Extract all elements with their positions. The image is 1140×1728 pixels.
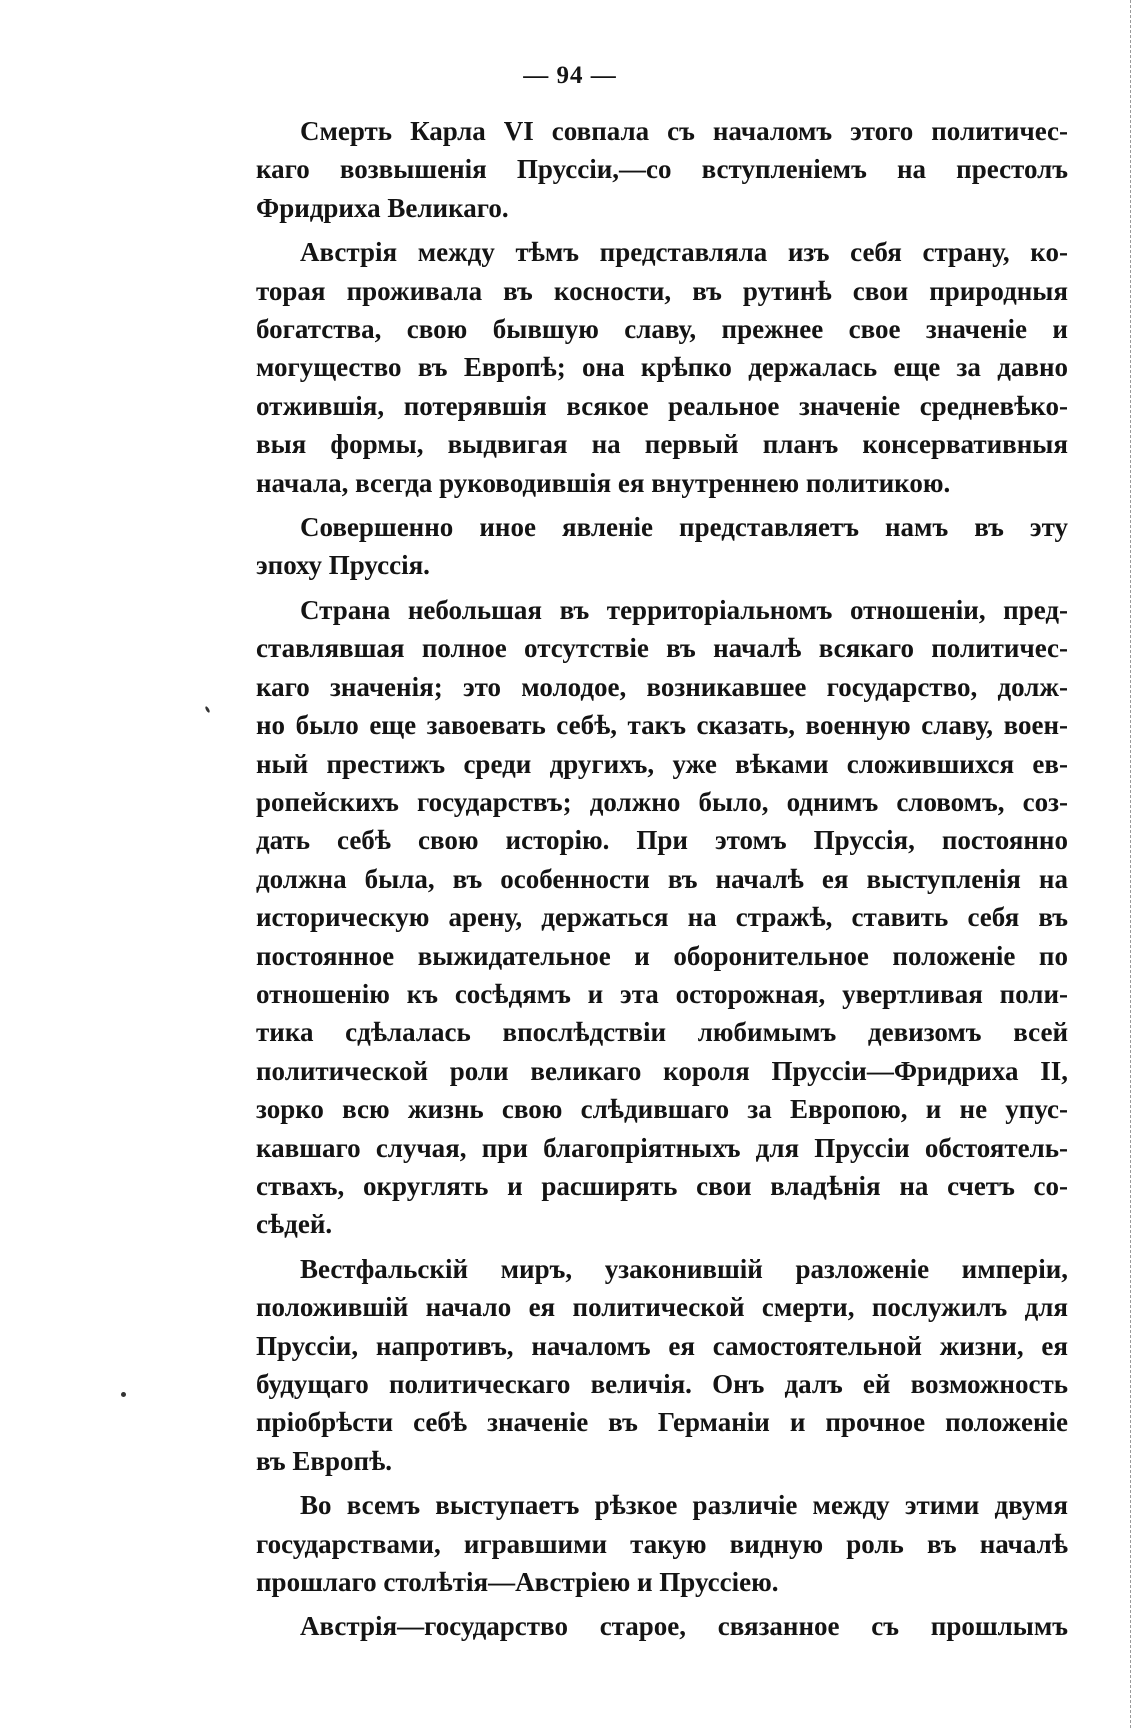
paragraph [256, 1486, 1068, 1601]
ink-speck [121, 1392, 126, 1397]
text-line: прошлаго столѣтія—Австріею и Пруссіею. [256, 1567, 779, 1598]
text-line: ный престижъ среди другихъ, уже вѣками сложившихся ев- [256, 748, 1068, 779]
text-line: ставлявшая полное отсутствіе въ началѣ всякаго политичес- [256, 633, 1068, 664]
text-line: сѣдей. [256, 1209, 333, 1240]
text-line: тика сдѣлалась впослѣдствіи любимымъ девизомъ всей [256, 1017, 1068, 1048]
paragraph [256, 233, 1068, 502]
text-line: будущаго политическаго величія. Онъ далъ ей возможность [256, 1369, 1068, 1399]
text-line: историческую арену, держаться на стражѣ, ставить себя въ [256, 902, 1068, 933]
text-line: Во всемъ выступаетъ рѣзкое различіе между этими двумя [300, 1490, 1068, 1521]
text-line: Страна небольшая въ территоріальномъ отношеніи, пред- [300, 594, 1068, 625]
text-line: отжившія, потерявшія всякое реальное значеніе средневѣко- [256, 390, 1068, 421]
text-line: въ Европѣ. [256, 1445, 393, 1476]
text-line: начала, всегда руководившія ея внутреннею политикою. [256, 467, 951, 498]
text-line: эпоху Пруссія. [256, 550, 430, 581]
text-line: могущество въ Европѣ; она крѣпко держалась еще за давно [256, 352, 1068, 383]
text-line: постоянное выжидательное и оборонительное положеніе по [256, 940, 1068, 971]
text-line: положившій начало ея политической смерти, послужилъ для [256, 1292, 1068, 1323]
text-line: политической роли великаго короля Пруссіи—Фридриха II, [256, 1055, 1068, 1086]
text-line: кавшаго случая, при благопріятныхъ для Пруссіи обстоятель- [256, 1132, 1068, 1163]
text-line: ствахъ, округлять и расширять свои владѣнія на счетъ со- [256, 1170, 1068, 1201]
paragraph [256, 508, 1068, 585]
paragraph [256, 1250, 1068, 1480]
text-line: зорко всю жизнь свою слѣдившаго за Европою, и не упус- [256, 1094, 1068, 1125]
text-line: выя формы, выдвигая на первый планъ консервативныя [256, 429, 1068, 460]
paragraph [256, 591, 1068, 1244]
text-line: богатства, свою бывшую славу, прежнее свое значеніе и [256, 314, 1068, 345]
page-number: — 94 — [523, 62, 617, 89]
scan-edge [1130, 0, 1140, 1728]
text-line: Смерть Карла VI совпала съ началомъ этого политичес- [300, 116, 1068, 146]
body-text [256, 112, 1068, 1652]
text-line: пріобрѣсти себѣ значеніе въ Германіи и прочное положеніе [256, 1407, 1068, 1438]
text-line: но было еще завоевать себѣ, такъ сказать, военную славу, воен- [256, 710, 1068, 741]
ink-speck [204, 706, 210, 714]
text-line: Вестфальскій миръ, узаконившій разложеніе имперіи, [300, 1253, 1068, 1284]
text-line: должна была, въ особенности въ началѣ ея выступленія на [256, 863, 1068, 894]
text-line: дать себѣ свою исторію. При этомъ Пруссія, постоянно [256, 825, 1068, 856]
text-line: отношенію къ сосѣдямъ и эта осторожная, увертливая поли- [256, 978, 1068, 1009]
text-line: каго значенія; это молодое, возникавшее государство, долж- [256, 671, 1068, 702]
paragraph [256, 1607, 1068, 1645]
text-line: ропейскихъ государствъ; должно было, однимъ словомъ, соз- [256, 786, 1068, 817]
text-line: государствами, игравшими такую видную роль въ началѣ [256, 1528, 1068, 1559]
paragraph [256, 112, 1068, 227]
text-line: Фридриха Великаго. [256, 192, 509, 223]
text-line: Совершенно иное явленіе представляетъ намъ въ эту [300, 512, 1068, 543]
text-line: торая проживала въ косности, въ рутинѣ свои природныя [256, 275, 1068, 306]
text-line: Пруссіи, напротивъ, началомъ ея самостоятельной жизни, ея [256, 1330, 1068, 1361]
text-line: каго возвышенія Пруссіи,—со вступленіемъ на престолъ [256, 154, 1068, 185]
text-line: Австрія между тѣмъ представляла изъ себя страну, ко- [300, 237, 1068, 268]
text-line: Австрія—государство старое, связанное съ прошлымъ [300, 1611, 1068, 1642]
